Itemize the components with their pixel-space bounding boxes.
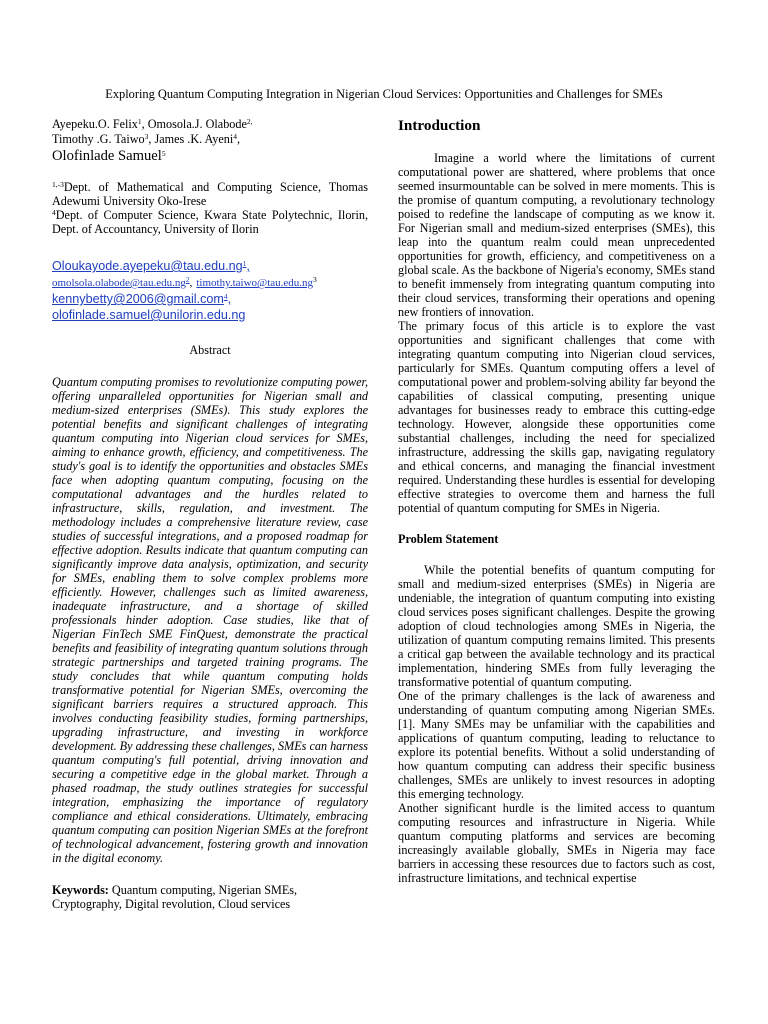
right-column (398, 117, 715, 885)
author-name: , Omosola.J. Olabode (141, 117, 247, 131)
introduction-heading: Introduction (398, 117, 481, 134)
author-name: , James .K. Ayeni (148, 132, 234, 146)
problem-statement-heading: Problem Statement (398, 532, 499, 546)
author-name: Olofinlade Samuel (52, 148, 162, 164)
affiliations (52, 180, 368, 236)
author-list (52, 117, 368, 166)
email-link[interactable]: kennybetty@2006@gmail.com (52, 292, 224, 306)
affiliation-2: $^4$Dept. of Computer Science, Kwara State Polytechnic, Ilorin, Dept. of Accountancy, University of Ilorin (52, 208, 368, 236)
email-link[interactable]: omolsola.olabode@tau.edu.ng (52, 277, 186, 289)
keywords-text: Quantum computing, Nigerian SMEs, Cryptography, Digital revolution, Cloud services (52, 883, 298, 911)
author-name: Ayepeku.O. Felix (52, 117, 138, 131)
problem-paragraph-2: One of the primary challenges is the lack of awareness and understanding of quantum computing among Nigerian SMEs. [1]. Many SMEs may be unfamiliar with the capabilities and applications of quantum computing, leading to reluctance to explore its potential benefits. Without a solid understanding of how quantum computing can address their specific business challenges, SMEs are unlikely to invest resources in adopting this emerging technology. (398, 689, 715, 801)
left-column (52, 117, 368, 911)
keywords (52, 883, 368, 911)
intro-paragraph-2: The primary focus of this article is to explore the vast opportunities and significant challenges that come with integrating quantum computing into Nigerian cloud services, particularly for SMEs. Quantum computing offers a level of computational power and problem-solving ability far beyond the capabilities of classical computing, presenting unique advantages for businesses ready to embrace this cutting-edge technology. However, alongside these opportunities come substantial challenges, including the need for specialized infrastructure, addressing the skills gap, navigating regulatory and ethical concerns, and managing the financial investment required. Understanding these hurdles is essential for developing effective strategies to overcome them and harness the full potential of quantum computing for SMEs in Nigeria. (398, 319, 715, 515)
intro-paragraph-1: Imagine a world where the limitations of current computational power are shattered, where problems that once seemed insurmountable can be solved in mere moments. This is the promise of quantum computing, a revolutionary technology poised to redefine the landscape of computing as we know it. For Nigerian small and medium-sized enterprises (SMEs), this leap into the quantum realm could mean unprecedented opportunities for growth, efficiency, and competitiveness on a global scale. As the backbone of Nigeria's economy, SMEs stand to benefit immensely from integrating quantum computing into their cloud services, transforming their operations and opening new frontiers of innovation. (398, 151, 715, 319)
abstract-heading: Abstract (189, 343, 231, 357)
email-link[interactable]: Oloukayode.ayepeku@tau.edu.ng (52, 259, 243, 273)
author-line-3: Olofinlade Samuel$^5$ (52, 148, 166, 164)
email-link[interactable]: olofinlade.samuel@unilorin.edu.ng (52, 308, 246, 322)
problem-paragraph-1: While the potential benefits of quantum computing for small and medium-sized enterprises (SMEs) in Nigeria are undeniable, the integration of quantum computing into existing cloud services poses significant challenges. Despite the growing adoption of cloud technologies among SMEs in Nigeria, the utilization of quantum computing remains limited. This presents a critical gap between the available technology and its practical implementation, hindering SMEs from fully leveraging the transformative potential of quantum computing. (398, 563, 715, 689)
author-line-2: Timothy .G. Taiwo$^3$, James .K. Ayeni$^4$, (52, 132, 241, 146)
author-line-1: Ayepeku.O. Felix$^1$, Omosola.J. Olabode$^{2,}$ (52, 117, 253, 131)
abstract-body: Quantum computing promises to revolutionize computing power, offering unparalleled opportunities for Nigerian small and medium-sized enterprises (SMEs). This study explores the potential benefits and significant challenges of integrating quantum computing into Nigerian cloud services for SMEs, aiming to enhance growth, efficiency, and competitiveness. The study's goal is to identify the opportunities and obstacles SMEs face when adopting quantum computing, focusing on the computational advantages and the hurdles related to infrastructure, skills, regulation, and investment. The methodology includes a comprehensive literature review, case studies of successful integrations, and a proposed roadmap for effective adoption. Results indicate that quantum computing can significantly improve data analysis, optimization, and security for SMEs, enabling them to solve complex problems more efficiently. However, challenges such as limited awareness, inadequate infrastructure, and a shortage of skilled professionals hinder adoption. Case studies, like that of Nigerian FinTech SME FinQuest, demonstrate the practical benefits and feasibility of integrating quantum solutions through strategic partnerships and targeted training programs. The study concludes that while quantum computing holds transformative potential for Nigerian SMEs, overcoming the significant barriers requires a structured approach. This involves conducting feasibility studies, forming partnerships, upgrading infrastructure, and investing in workforce development. By addressing these challenges, SMEs can harness quantum computing's full potential, driving innovation and securing a competitive edge in the global market. Through a phased roadmap, the study outlines strategies for successful integration, emphasizing the importance of regulatory compliance and ethical considerations. Ultimately, embracing quantum computing can position Nigerian SMEs at the forefront of technological advancement, fostering growth and innovation in the digital economy. (52, 375, 369, 865)
paper-title: Exploring Quantum Computing Integration in Nigerian Cloud Services: Opportunities and Challenges for SMEs (105, 87, 663, 101)
author-name: Timothy .G. Taiwo (52, 132, 145, 146)
email-link[interactable]: timothy.taiwo@tau.edu.ng (196, 277, 314, 289)
affiliation-1: $^{1,-3}$Dept. of Mathematical and Computing Science, Thomas Adewumi University Oko-Irese (52, 180, 368, 208)
email-list: $Oloukayode.ayepeku@tau.edu.ng^1$, $omolsola.olabode@tau.edu.ng^2$, $timothy.taiwo@tau.edu.ng^3$ kennybetty@2006@gmail.com$^4$, olofinlade.samuel@unilorin.edu.ng (52, 259, 317, 322)
keywords-label: Keywords: (52, 883, 109, 897)
problem-paragraph-3: Another significant hurdle is the limited access to quantum computing resources and infrastructure in Nigeria. While quantum computing platforms and services are becoming increasingly available globally, SMEs in Nigeria may face barriers in accessing these resources due to factors such as cost, infrastructure limitations, and technical expertise (398, 801, 715, 885)
